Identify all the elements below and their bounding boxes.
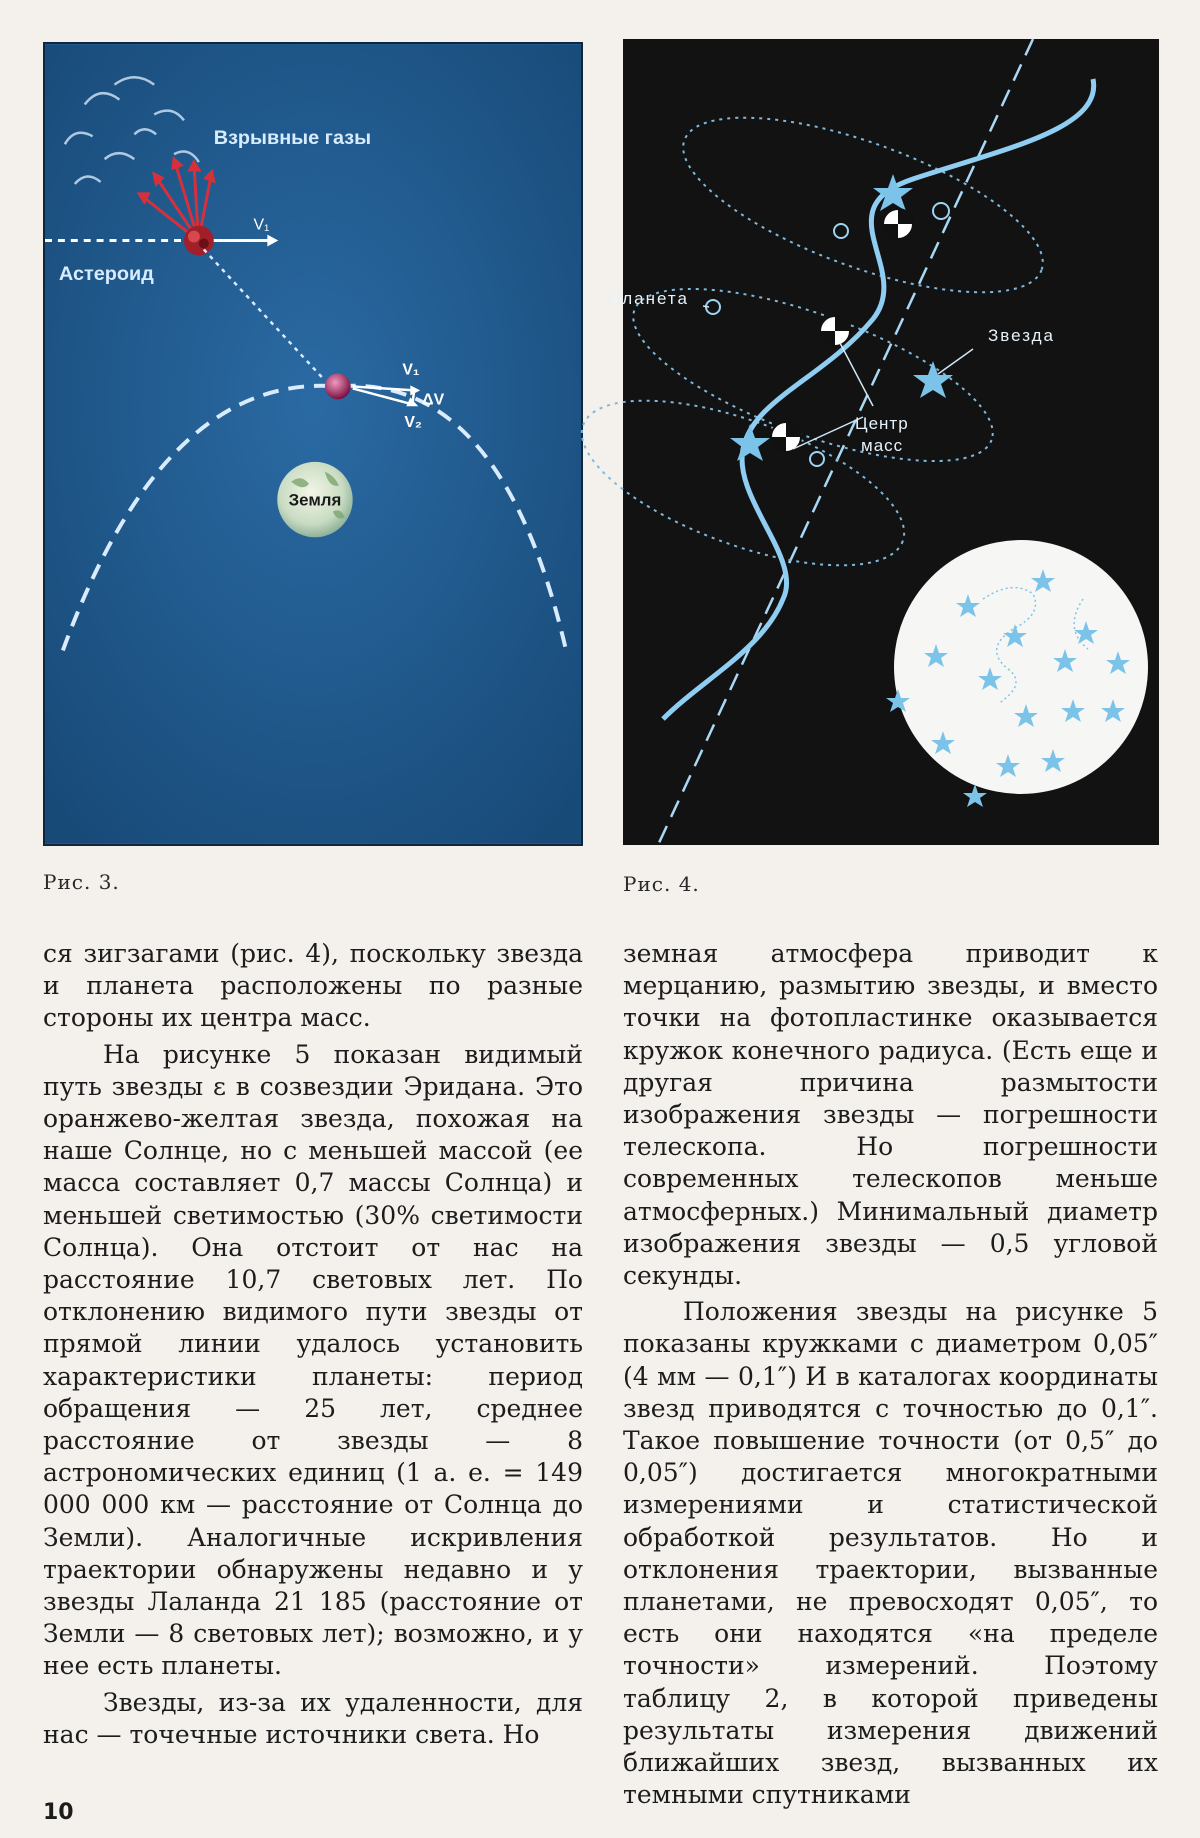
- paragraph: Звезды, из-за их удаленности, для нас — точечные источники света. Но: [43, 1687, 583, 1749]
- figure-4-caption: Рис. 4.: [623, 872, 700, 896]
- figure-3-asteroid-diagram: [43, 42, 583, 846]
- figure-4-canvas: [608, 39, 1159, 845]
- star-label: Звезда: [988, 326, 1055, 345]
- v1-label-top: V₁: [253, 216, 270, 234]
- figure-3-canvas: [45, 44, 581, 844]
- paragraph: Положения звезды на рисунке 5 показаны кружками с диаметром 0,05″ (4 мм — 0,1″) И в каталогах координаты звезд приводятся с точностью до 0,1″. Такое повышение точности (от 0,5″ до 0,05″) достигается многократными измерениями и статистической обработкой результатов. Но и отклонения траектории, вызванные планетами, не превосходят 0,05″, то есть они находятся «на пределе точности» измерений. Поэтому таблицу 2, в которой приведены результаты измерения движений ближайших звезд, вызванных их темными спутниками: [623, 1297, 1158, 1810]
- paragraph: ся зигзагами (рис. 4), поскольку звезда и планета расположены по разные стороны их центра масс.: [43, 939, 583, 1033]
- figure-3-caption: Рис. 3.: [43, 870, 120, 894]
- planet-label: Планета: [608, 289, 689, 308]
- paragraph: земная атмосфера приводит к мерцанию, размытию звезды, и вместо точки на фотопластинке оказывается кружок конечного радиуса. (Есть еще и другая причина размытости изображения звезды — погрешности телескопа. Но погрешности современных телескопов меньше атмосферных.) Минимальный диаметр изображения звезды — 0,5 угловой секунды.: [623, 939, 1158, 1291]
- figure-3-background: [45, 45, 581, 843]
- inset-photo-plate: [894, 540, 1148, 794]
- text-column-right: [623, 938, 1158, 1811]
- earth-label: Земля: [288, 490, 342, 510]
- text-column-left: [43, 938, 583, 1751]
- center-of-mass-label-line2: масс: [861, 436, 904, 455]
- asteroid-label: Астероид: [58, 263, 154, 286]
- v2-label: V₂: [404, 414, 422, 432]
- delta-v-label: ΔV: [422, 391, 445, 409]
- explosive-gases-label: Взрывные газы: [213, 127, 372, 150]
- center-of-mass-label-line1: Центр: [855, 414, 909, 433]
- page-number: 10: [43, 1800, 74, 1825]
- planet-body: [325, 374, 351, 400]
- paragraph: На рисунке 5 показан видимый путь звезды ε в созвездии Эридана. Это оранжево-желтая звезда, похожая на наше Солнце, но с меньшей массой (ее масса составляет 0,7 массы Солнца) и меньшей светимостью (30% светимости Солнца). Она отстоит от нас на расстояние 10,7 световых лет. По отклонению видимого пути звезды от прямой линии удалось установить характеристики планеты: период обращения — 25 лет, среднее расстояние от звезды — 8 астрономических единиц (1 а. е. = 149 000 000 км — расстояние от Солнца до Земли). Аналогичные искривления траектории обнаружены недавно и у звезды Лаланда 21 185 (расстояние от Земли — 8 световых лет); возможно, и у нее есть планеты.: [43, 1039, 583, 1681]
- asteroid: [184, 226, 214, 256]
- v1-label: V₁: [402, 361, 420, 379]
- figure-4-star-wobble-diagram: [608, 39, 1159, 845]
